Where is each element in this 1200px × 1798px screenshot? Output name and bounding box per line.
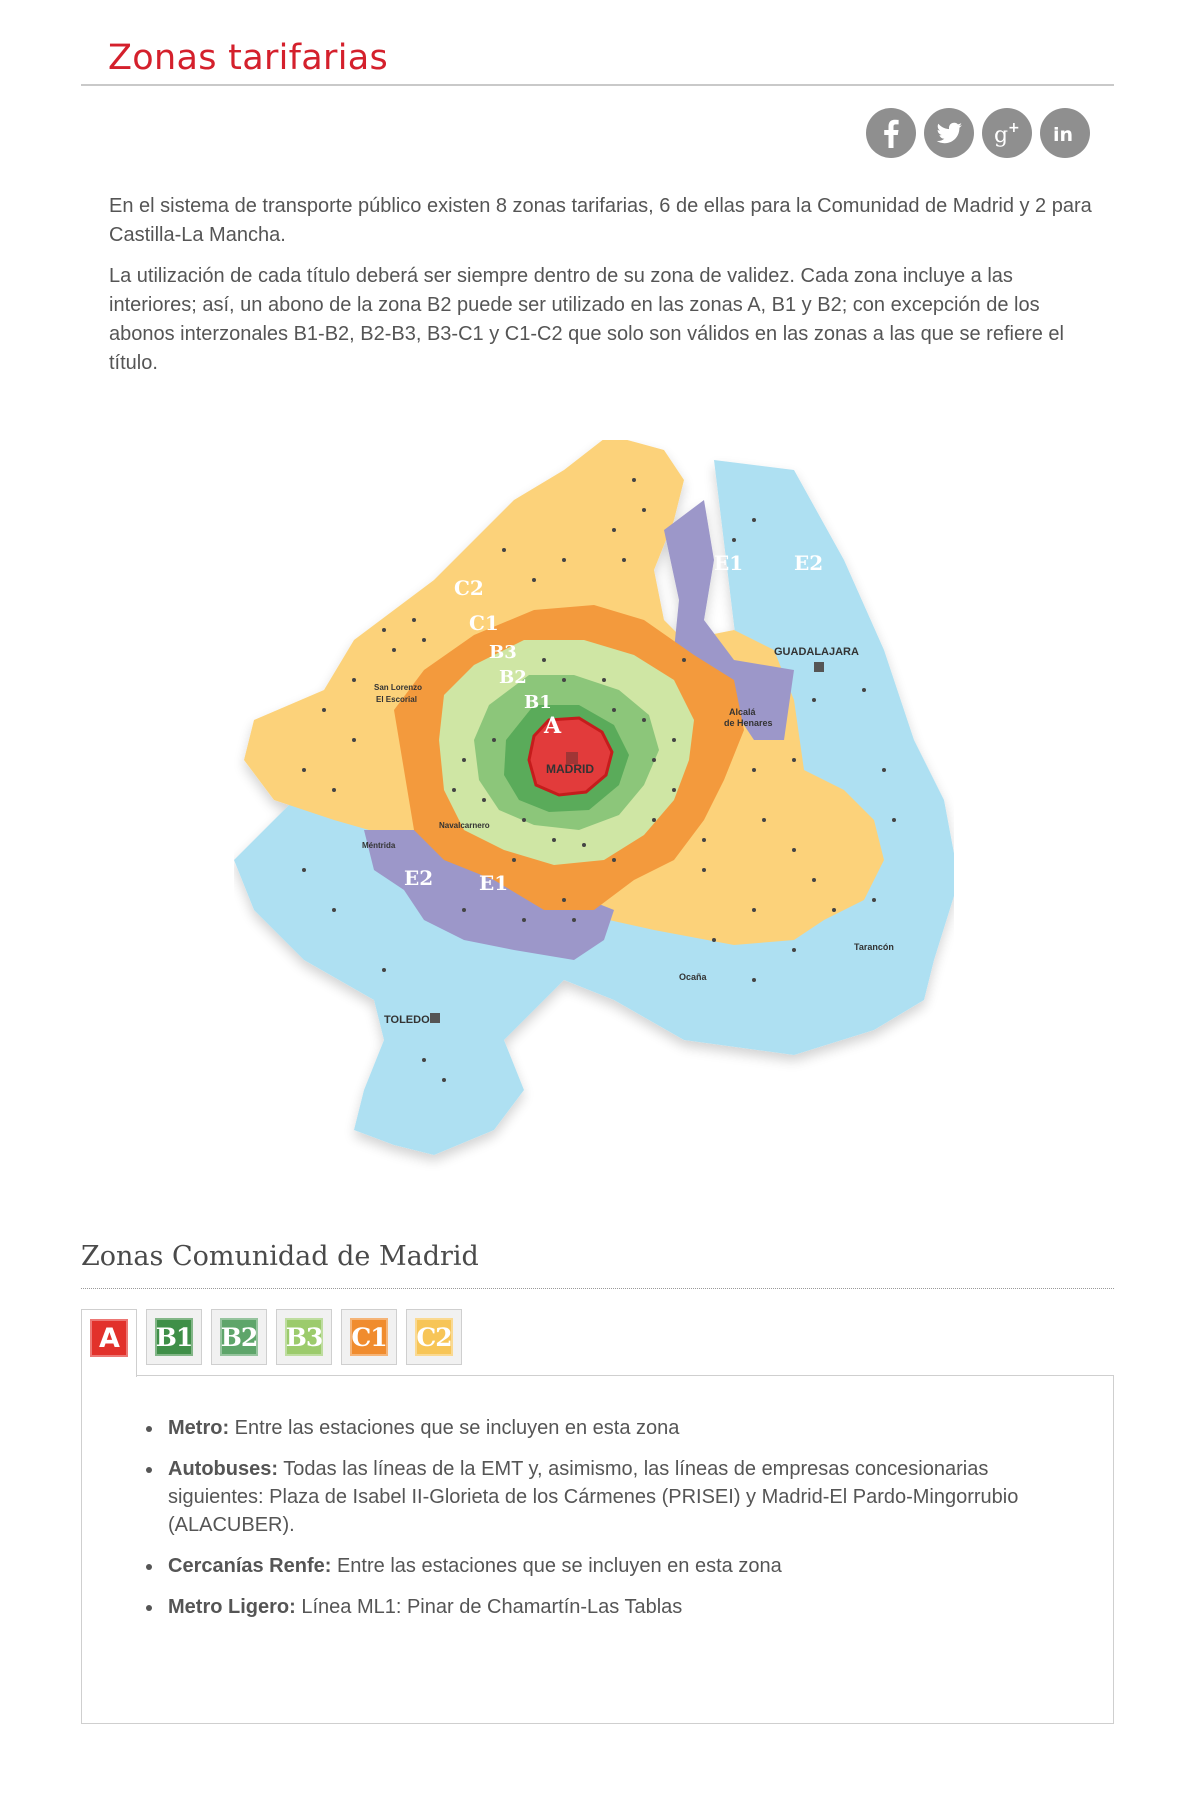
zone-b3-badge: B3 [285,1318,323,1356]
map-city-san-lorenzo: San Lorenzo [374,683,423,692]
map-label-e2-south: E2 [404,866,434,890]
map-label-c2: C2 [454,576,484,600]
linkedin-icon[interactable] [1040,108,1090,158]
map-city-mentrida: Méntrida [362,841,396,850]
map-label-b3: B3 [489,642,517,663]
facebook-icon[interactable] [866,108,916,158]
tab-zone-b1[interactable] [146,1309,202,1365]
svg-text:in: in [1053,124,1074,146]
map-city-ocana: Ocaña [679,972,707,982]
map-label-a: A [544,713,562,739]
service-label-metro: Metro: [168,1417,230,1439]
map-label-e1-south: E1 [479,871,509,895]
service-label-cercanias: Cercanías Renfe: [168,1555,332,1577]
map-city-guadalajara: GUADALAJARA [774,646,859,658]
zones-section-title: Zonas Comunidad de Madrid [81,1241,479,1272]
map-city-el-escorial: El Escorial [376,695,417,704]
fare-zones-map [234,440,954,1190]
zone-c2-badge: C2 [415,1318,453,1356]
service-text-metro: Entre las estaciones que se incluyen en esta zona [234,1417,680,1439]
tab-zone-c2[interactable] [406,1309,462,1365]
map-city-alcala: Alcalá [729,707,756,717]
intro-paragraph-1: En el sistema de transporte público existen 8 zonas tarifarias, 6 de ellas para la Comunidad de Madrid y 2 para Castilla-La Mancha. [109,195,1092,246]
tab-zone-b3[interactable] [276,1309,332,1365]
map-label-e2-north: E2 [794,551,824,575]
service-text-autobuses: Todas las líneas de la EMT y, asimismo, las líneas de empresas concesionarias siguientes: Plaza de Isabel II-Glorieta de los Cármenes (PRISEI) y Madrid-El Pardo-Mingorrubio (ALACUBER). [168,1458,1019,1536]
tab-zone-a[interactable] [81,1309,137,1377]
map-city-de-henares: de Henares [724,718,773,728]
zone-a-panel [81,1375,1114,1724]
map-label-c1: C1 [469,611,499,635]
list-item [144,1552,1044,1580]
social-share-bar [866,108,1090,158]
tab-zone-b2[interactable] [211,1309,267,1365]
map-label-b1: B1 [524,692,552,713]
map-label-e1-north: E1 [714,551,744,575]
service-label-metro-ligero: Metro Ligero: [168,1596,296,1618]
zone-b2-badge: B2 [220,1318,258,1356]
map-city-madrid: MADRID [546,762,594,776]
intro-text [109,192,1094,390]
service-text-metro-ligero: Línea ML1: Pinar de Chamartín-Las Tablas [301,1596,683,1618]
zone-a-badge: A [90,1319,128,1357]
twitter-icon[interactable] [924,108,974,158]
zone-a-services-list [144,1414,1044,1634]
toledo-marker [430,1013,440,1023]
page-title: Zonas tarifarias [108,38,389,78]
tab-zone-c1[interactable] [341,1309,397,1365]
list-item [144,1593,1044,1621]
zone-tabs [81,1309,462,1377]
zone-c1-badge: C1 [350,1318,388,1356]
intro-paragraph-2: La utilización de cada título deberá ser siempre dentro de su zona de validez. Cada zona incluye a las interiores; así, un abono de la zona B2 puede ser utilizado en las zonas A, B1 y B2; con excepción de los abonos interzonales B1-B2, B2-B3, B3-C1 y C1-C2 que solo son válidos en las zonas a las que se refiere el título. [109,265,1064,374]
list-item [144,1455,1044,1539]
svg-text:+: + [1008,120,1020,136]
service-text-cercanias: Entre las estaciones que se incluyen en esta zona [336,1555,782,1577]
svg-text:g: g [994,123,1009,148]
guadalajara-marker [814,662,824,672]
zone-b1-badge: B1 [155,1318,193,1356]
map-label-b2: B2 [499,667,527,688]
map-city-toledo: TOLEDO [384,1014,430,1026]
list-item [144,1414,1044,1442]
service-label-autobuses: Autobuses: [168,1458,278,1480]
title-divider [81,84,1114,86]
map-city-navalcarnero: Navalcarnero [439,821,490,830]
zones-section-divider [81,1288,1114,1289]
googleplus-icon[interactable] [982,108,1032,158]
map-city-tarancon: Tarancón [854,942,894,952]
